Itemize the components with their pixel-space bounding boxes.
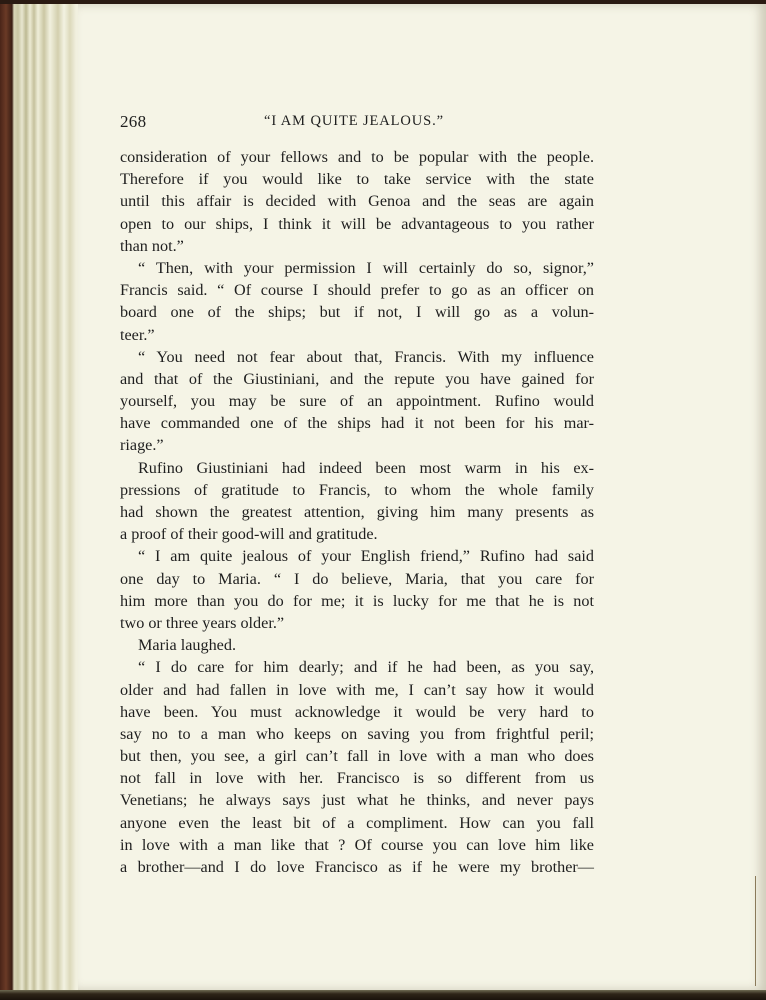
- text-line: anyone even the least bit of a compliment. How can you fall: [120, 813, 594, 832]
- text-line: him more than you do for me; it is lucky for me that he is not: [120, 591, 594, 610]
- page-number: 268: [120, 112, 147, 131]
- text-line: not fall in love with her. Francisco is so different from us: [120, 769, 594, 788]
- text-line: than not.”: [120, 236, 184, 255]
- text-line: pressions of gratitude to Francis, to whom the whole family: [120, 480, 594, 499]
- text-line: Maria laughed.: [138, 636, 236, 655]
- text-line: “ You need not fear about that, Francis. With my influence: [138, 347, 594, 366]
- running-head: “I AM QUITE JEALOUS.”: [264, 113, 444, 129]
- text-line: yourself, you may be sure of an appointment. Rufino would: [120, 392, 594, 411]
- text-line: two or three years older.”: [120, 613, 285, 632]
- text-line: in love with a man like that ? Of course you can love him like: [120, 835, 594, 854]
- text-line: a proof of their good-will and gratitude.: [120, 525, 378, 544]
- text-line: have commanded one of the ships had it not been for his mar-: [120, 414, 594, 433]
- text-line: had shown the greatest attention, giving him many presents as: [120, 503, 594, 521]
- text-line: older and had fallen in love with me, I can’t say how it would: [120, 680, 594, 699]
- text-line: and that of the Giustiniani, and the repute you have gained for: [120, 369, 594, 388]
- text-line: Rufino Giustiniani had indeed been most warm in his ex-: [138, 458, 594, 477]
- text-line: Francis said. “ Of course I should prefer to go as an officer on: [120, 281, 594, 300]
- text-line: teer.”: [120, 325, 155, 344]
- text-line: consideration of your fellows and to be popular with the people.: [120, 148, 594, 166]
- text-line: riage.”: [120, 436, 164, 455]
- text-line: “ Then, with your permission I will certainly do so, signor,”: [138, 258, 594, 277]
- text-line: but then, you see, a girl can’t fall in love with a man who does: [120, 747, 594, 766]
- page-header: [120, 112, 600, 138]
- text-line: until this affair is decided with Genoa and the seas are again: [120, 192, 594, 211]
- body-text: [120, 146, 594, 878]
- text-line: Therefore if you would like to take service with the state: [120, 170, 594, 189]
- text-line: “ I do care for him dearly; and if he had been, as you say,: [138, 658, 594, 677]
- text-line: a brother—and I do love Francisco as if he were my brother—: [120, 858, 594, 876]
- book-cover-bottom-edge: [0, 990, 766, 1000]
- text-line: one day to Maria. “ I do believe, Maria, that you care for: [120, 569, 594, 588]
- text-line: Venetians; he always says just what he thinks, and never pays: [120, 791, 594, 810]
- margin-mark: [755, 876, 762, 986]
- text-line: board one of the ships; but if not, I will go as a volun-: [120, 303, 594, 322]
- text-line: have been. You must acknowledge it would be very hard to: [120, 702, 594, 721]
- text-line: say no to a man who keeps on saving you from frightful peril;: [120, 724, 594, 743]
- text-line: “ I am quite jealous of your English friend,” Rufino had said: [138, 547, 594, 566]
- text-line: open to our ships, I think it will be advantageous to you rather: [120, 214, 594, 233]
